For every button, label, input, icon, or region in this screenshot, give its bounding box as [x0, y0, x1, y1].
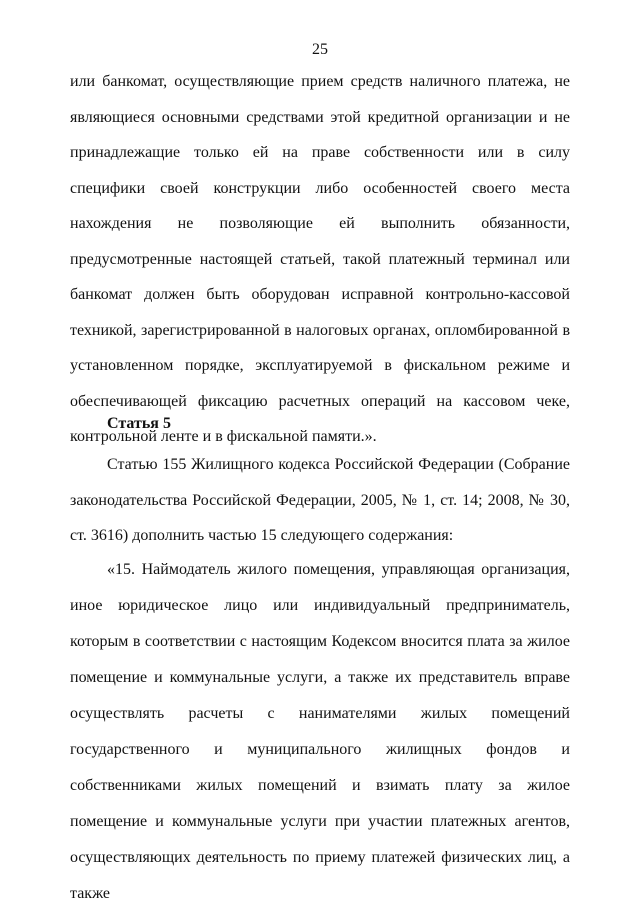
- page-number: 25: [312, 41, 328, 58]
- article-intro-block: [70, 447, 570, 554]
- continuation-paragraph: или банкомат, осуществляющие прием средств наличного платежа, не являющиеся основными средствами этой кредитной организации и не принадлежащие только ей на праве собственности или в силу специфики своей конструкции либо особенностей своего места нахождения не позволяющие ей выполнить обязанности, предусмотренные настоящей статьей, такой платежный терминал или банкомат должен быть оборудован исправной контрольно-кассовой техникой, зарегистрированной в налоговых органах, опломбированной в установленном порядке, эксплуатируемой в фискальном режиме и обеспечивающей фиксацию расчетных операций на кассовом чеке, контрольной ленте и в фискальной памяти.».: [70, 73, 570, 445]
- article-clause-block: [70, 552, 570, 912]
- continuation-paragraph-block: [70, 64, 570, 455]
- article-clause-paragraph: «15. Наймодатель жилого помещения, управляющая организация, иное юридическое лицо или индивидуальный предприниматель, которым в соответствии с настоящим Кодексом вносится плата за жилое помещение и коммунальные услуги, а также их представитель вправе осуществлять расчеты с нанимателями жилых помещений государственного и муниципального жилищных фондов и собственниками жилых помещений и взимать плату за жилое помещение и коммунальные услуги при участии платежных агентов, осуществляющих деятельность по приему платежей физических лиц, а также: [70, 561, 570, 902]
- article-heading: Статья 5: [107, 415, 171, 432]
- article-intro-paragraph: Статью 155 Жилищного кодекса Российской Федерации (Собрание законодательства Российской Федерации, 2005, № 1, ст. 14; 2008, № 30, ст. 3616) дополнить частью 15 следующего содержания:: [70, 456, 570, 544]
